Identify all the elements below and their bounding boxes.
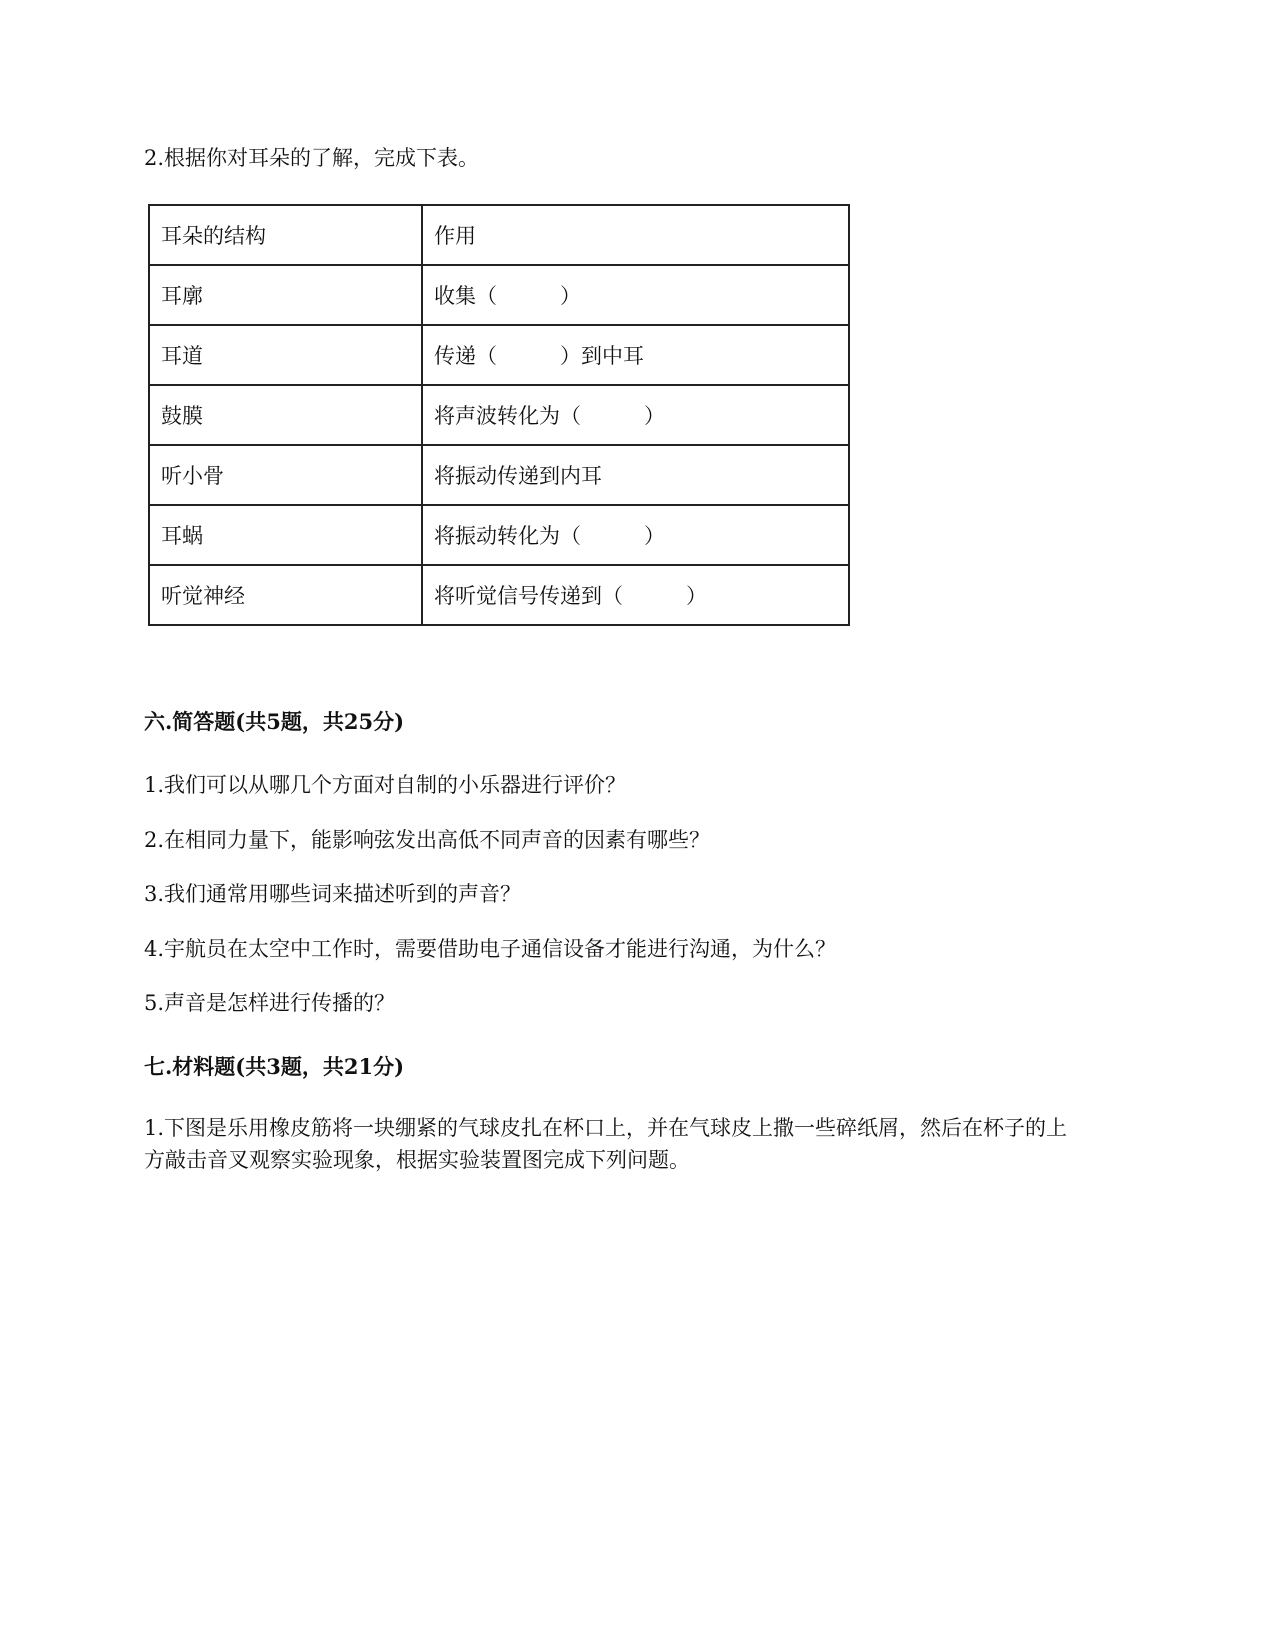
table-row — [149, 445, 849, 505]
table-row — [149, 325, 849, 385]
question-item: 5.声音是怎样进行传播的？ — [144, 991, 396, 1015]
section-6-title: 六.简答题(共5题，共25分) — [144, 709, 405, 734]
table-cell: 将听觉信号传递到（ ） — [422, 565, 849, 625]
question-item: 4.宇航员在太空中工作时，需要借助电子通信设备才能进行沟通，为什么？ — [144, 937, 837, 961]
table-cell: 耳道 — [149, 325, 422, 385]
table-header-row — [149, 205, 849, 265]
table-row — [149, 505, 849, 565]
question-item: 2.在相同力量下，能影响弦发出高低不同声音的因素有哪些？ — [144, 828, 711, 852]
table-cell: 听觉神经 — [149, 565, 422, 625]
question-item: 1.我们可以从哪几个方面对自制的小乐器进行评价？ — [144, 773, 627, 797]
table-cell: 鼓膜 — [149, 385, 422, 445]
table-cell: 听小骨 — [149, 445, 422, 505]
table-cell: 将声波转化为（ ） — [422, 385, 849, 445]
table-cell: 将振动传递到内耳 — [422, 445, 849, 505]
table-header-cell: 耳朵的结构 — [149, 205, 422, 265]
question-item: 3.我们通常用哪些词来描述听到的声音？ — [144, 882, 522, 906]
question-2-text: 2.根据你对耳朵的了解，完成下表。 — [144, 146, 480, 170]
table-row — [149, 385, 849, 445]
table-cell: 耳廓 — [149, 265, 422, 325]
table-cell: 收集（ ） — [422, 265, 849, 325]
section-7-title: 七.材料题(共3题，共21分) — [144, 1054, 405, 1079]
table-row — [149, 565, 849, 625]
table-cell: 将振动转化为（ ） — [422, 505, 849, 565]
material-question-1: 1.下图是乐用橡皮筋将一块绷紧的气球皮扎在杯口上，并在气球皮上撒一些碎纸屑，然后在杯子的上方敲击音叉观察实验现象，根据实验装置图完成下列问题。 — [144, 1116, 1068, 1172]
ear-structure-table — [148, 204, 850, 626]
table-row — [149, 265, 849, 325]
table-cell: 耳蜗 — [149, 505, 422, 565]
table-cell: 传递（ ）到中耳 — [422, 325, 849, 385]
table-header-cell: 作用 — [422, 205, 849, 265]
